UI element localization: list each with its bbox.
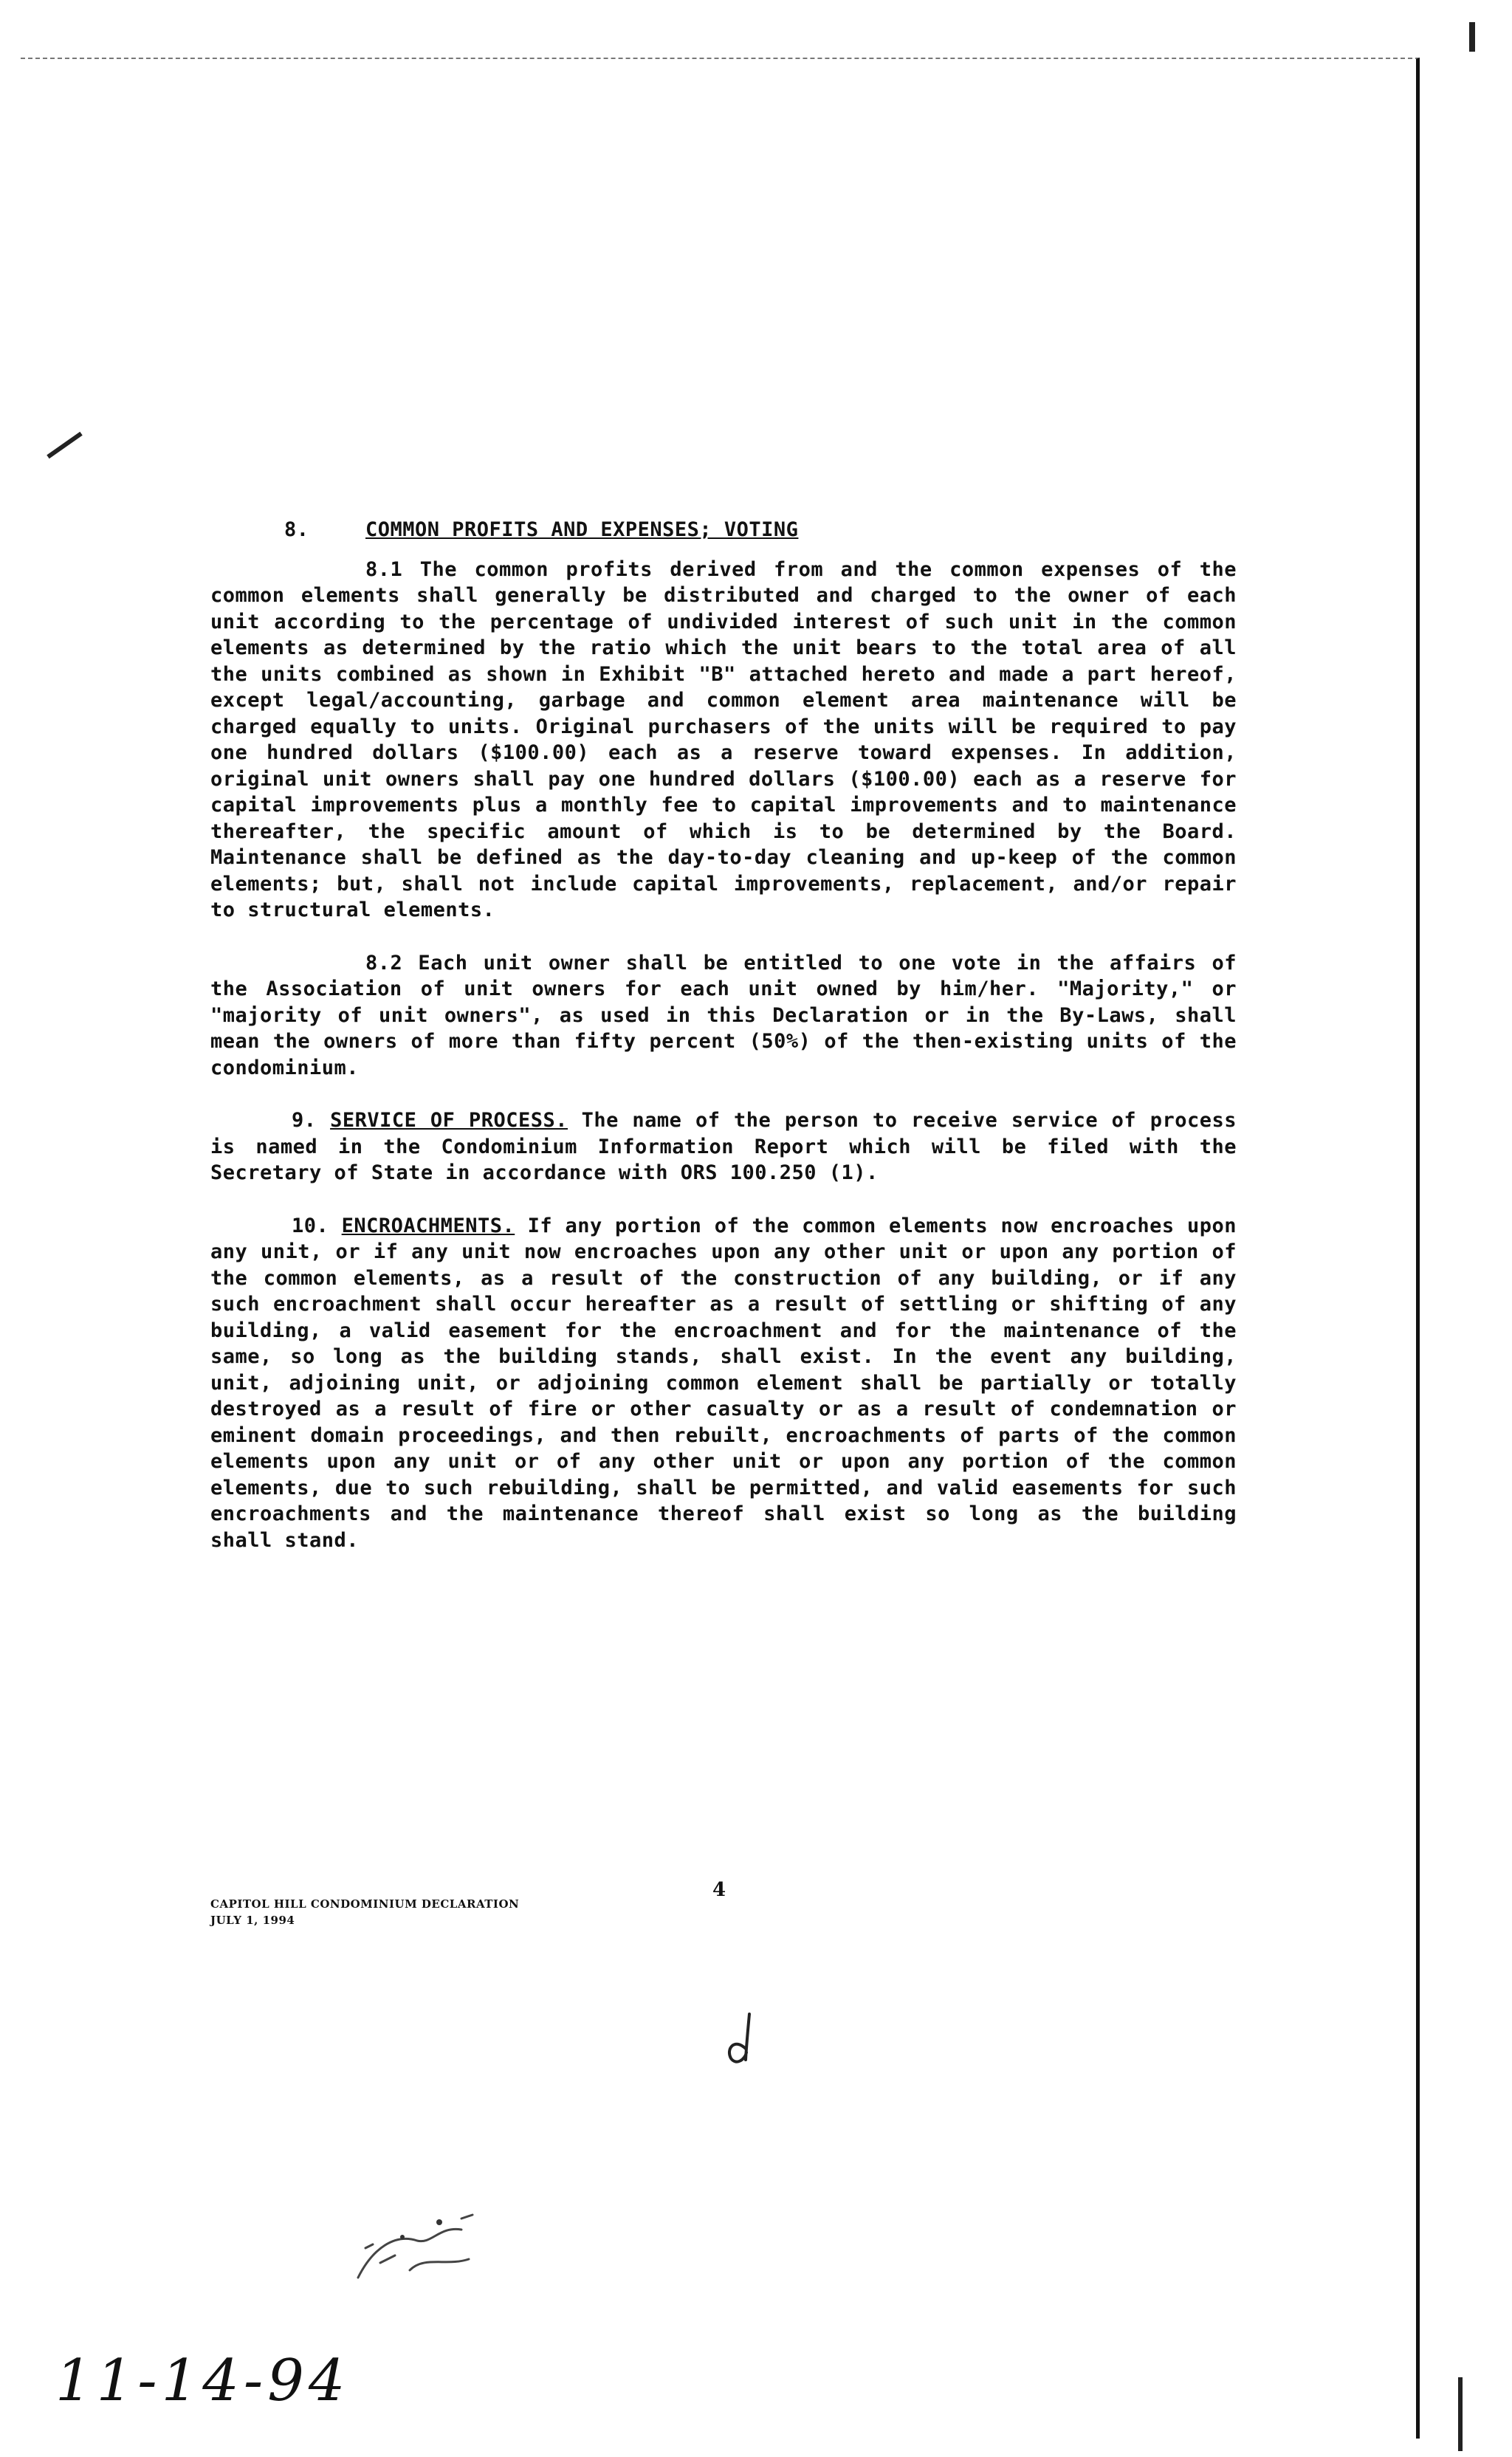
document-body	[210, 517, 1237, 1580]
scan-edge-mark	[1469, 22, 1475, 52]
section-9	[210, 1107, 1237, 1186]
section-9-heading: SERVICE OF PROCESS.	[330, 1109, 568, 1132]
section-9-number: 9.	[292, 1109, 317, 1132]
section-10-heading: ENCROACHMENTS.	[341, 1214, 515, 1237]
notary-seal-scribble	[351, 2204, 513, 2292]
scan-edge-mark	[1458, 2377, 1463, 2451]
section-8-title: COMMON PROFITS AND EXPENSES; VOTING	[365, 518, 799, 541]
footer-title: CAPITOL HILL CONDOMINIUM DECLARATION	[210, 1897, 520, 1911]
section-10-text: If any portion of the common elements now encroaches upon any unit, or if any unit now encroaches upon any other unit or upon any portion of the common elements, as a result of the construction of any building, or if any such encroachment shall occur hereafter as a result of settling or shifting of any building, a valid easement for the encroachment and for the maintenance of the same, so long as the building stands, shall exist. In the event any building, unit, adjoining unit, or adjoining common element shall be partially or totally destroyed as a result of fire or other casualty or as a result of condemnation or eminent domain proceedings, and then rebuilt, encroachments of parts of the common elements upon any unit or of any other unit or upon any portion of the common elements, due to such rebuilding, shall be permitted, and valid easements for such encroachments and the maintenance thereof shall exist so long as the building shall stand.	[210, 1214, 1237, 1552]
paragraph-8-1: 8.1 The common profits derived from and the common expenses of the common elements shall generally be distributed and charged to the owner of each unit according to the percentage of undivided interest of such unit in the common elements as determined by the ratio which the unit bears to the total area of all the units combined as shown in Exhibit "B" attached hereto and made a part hereof, except legal/accounting, garbage and common element area maintenance will be charged equally to units. Original purchasers of the units will be required to pay one hundred dollars ($100.00) each as a reserve toward expenses. In addition, original unit owners shall pay one hundred dollars ($100.00) each as a reserve for capital improvements plus a monthly fee to capital improvements and to maintenance thereafter, the specific amount of which is to be determined by the Board. Maintenance shall be defined as the day-to-day cleaning and up-keep of the common elements; but, shall not include capital improvements, replacement, and/or repair to structural elements.	[210, 557, 1237, 921]
handwritten-initials	[720, 2008, 764, 2067]
page-number: 4	[712, 1879, 726, 1901]
section-8-number: 8.	[284, 518, 309, 541]
document-footer	[210, 1896, 519, 1928]
section-10-number: 10.	[292, 1214, 329, 1237]
section-9-text: The name of the person to receive service of process is named in the Condominium Information Report which will be filed with the Secretary of State in accordance with ORS 100.250 (1).	[210, 1109, 1237, 1184]
footer-date: JULY 1, 1994	[210, 1914, 295, 1927]
handwritten-date: 11-14-94	[55, 2348, 350, 2414]
paragraph-8-2: 8.2 Each unit owner shall be entitled to one vote in the affairs of the Association of unit owners for each unit owned by him/her. "Majority," or "majority of unit owners", as used in this Declaration or in the By-Laws, shall mean the owners of more than fifty percent (50%) of the then-existing units of the condominium.	[210, 951, 1237, 1079]
section-10	[210, 1213, 1237, 1554]
section-8-heading	[284, 517, 1237, 543]
